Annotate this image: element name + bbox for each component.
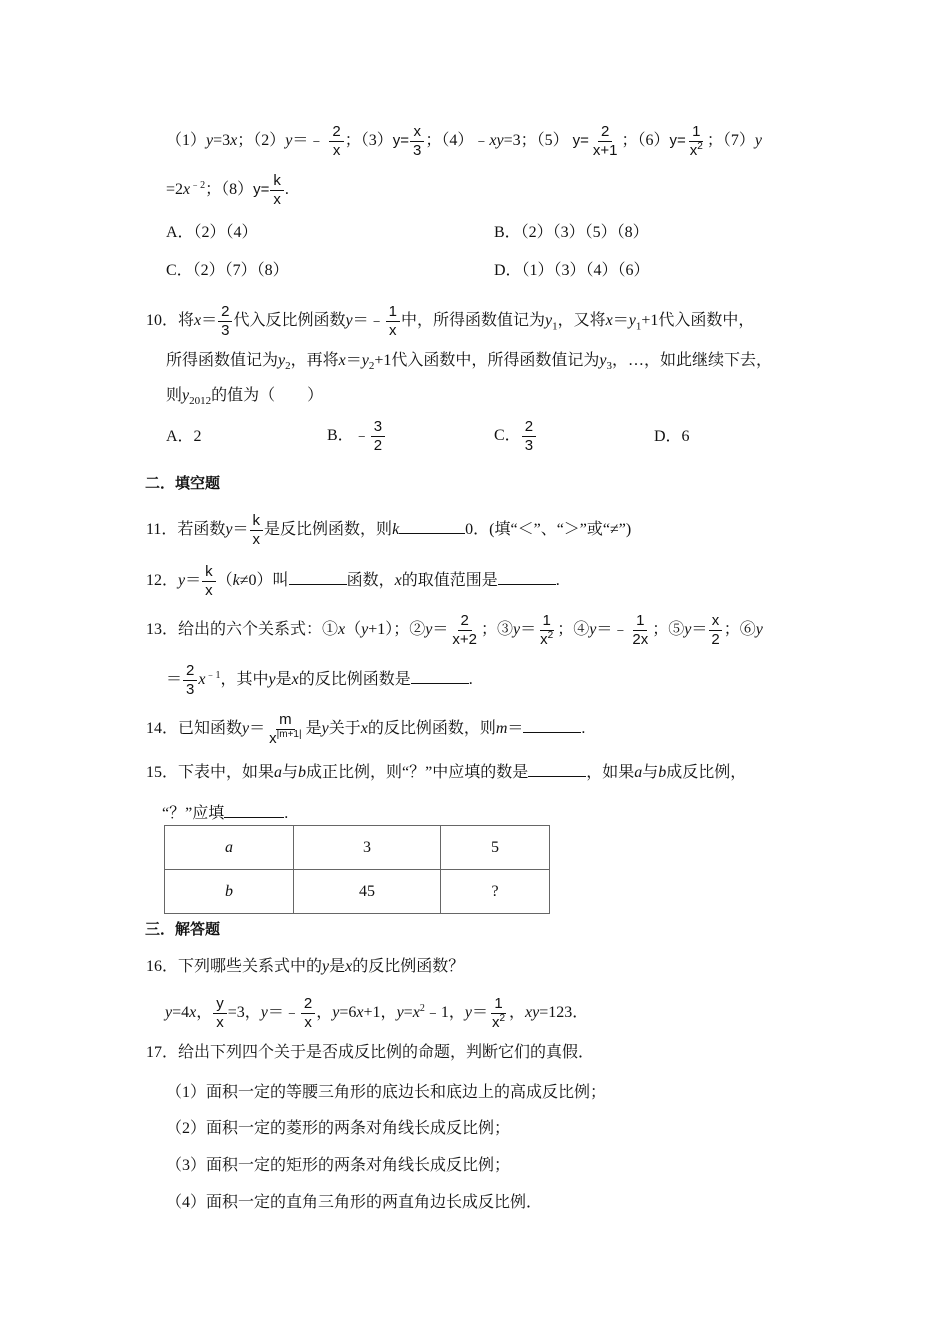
- fraction: $\frac{2}{3}$: [218, 303, 232, 340]
- answer-blank[interactable]: [528, 760, 586, 777]
- answer-blank[interactable]: [411, 667, 469, 684]
- q14: 14．已知函数y＝ $\frac{m}{x^{|m+1|}}$ 是y关于x的反比例函数，则m＝ .: [146, 711, 586, 747]
- q17-item-2: （2）面积一定的菱形的两条对角线长成反比例；: [166, 1120, 511, 1137]
- q17-item-1: （1）面积一定的等腰三角形的底边长和底边上的高成反比例；: [166, 1084, 607, 1101]
- fraction: $\frac{2}{3}$: [522, 418, 536, 455]
- q10-line3: 则$y_{2012}$的值为（ ）: [166, 387, 324, 408]
- fraction: $\frac{2}{x+1}$: [592, 123, 618, 159]
- fraction: $\frac{1}{x}$: [386, 303, 400, 340]
- q10-option-b: B．﹣ $\frac{3}{2}$: [327, 418, 386, 455]
- formula-y: y=: [669, 132, 686, 150]
- q10-option-c: C． $\frac{2}{3}$: [494, 418, 537, 455]
- q15-line1: 15．下表中，如果a与b成正比例，则“？”中应填的数是 ，如果a与b成反比例，: [146, 760, 746, 783]
- formula-y: y=: [253, 181, 270, 199]
- q15-line2: “？”应填 .: [162, 801, 288, 824]
- fraction: $\frac{m}{x^{|m+1|}}$: [269, 711, 302, 747]
- fraction: $\frac{x}{2}$: [708, 612, 722, 649]
- q9-option-b: B．（2）（3）（5）（8）: [494, 224, 649, 241]
- fraction: $\frac{k}{x}$: [270, 172, 284, 209]
- formula-y: y=: [572, 132, 589, 150]
- formula-y: y=: [392, 132, 410, 150]
- table-row: [165, 870, 550, 914]
- q9-option-c: C．（2）（7）（8）: [166, 262, 289, 279]
- q17-item-4: （4）面积一定的直角三角形的两直角边长成反比例．: [166, 1194, 543, 1211]
- q11: 11．若函数y＝ $\frac{k}{x}$ 是反比例函数，则k 0．(填“＜”、“＞”或“≠”): [146, 512, 632, 548]
- fraction: $\frac{1}{x^2}$: [540, 612, 554, 648]
- answer-blank[interactable]: [523, 716, 581, 733]
- fraction: $\frac{1}{x^2}$: [491, 995, 506, 1031]
- q10-line2: 所得函数值记为$y_2$，再将$x=y_2+1$代入函数中，所得函数值记为$y_3$，…，如此继续下去，: [166, 352, 773, 373]
- q10-option-a: A．2: [166, 428, 202, 445]
- table-cell: 45: [294, 870, 441, 914]
- fraction: $\frac{x}{3}$: [410, 123, 424, 160]
- answer-blank[interactable]: [289, 568, 347, 585]
- fraction: $\frac{1}{x^2}$: [689, 123, 703, 159]
- q17-title: 17．给出下列四个关于是否成反比例的命题，判断它们的真假．: [146, 1044, 595, 1061]
- q13-line1: 13．给出的六个关系式：①x（y+1）；②y＝ $\frac{2}{x+2}$ ；③y＝ $\frac{1}{x^2}$ ；④y＝﹣ $\frac{1}{2x}$ ；⑤y＝ $\frac{x}{2}$ ；⑥y: [146, 612, 763, 648]
- table-row: [165, 826, 550, 870]
- section-title-fill-in: 二．填空题: [145, 474, 221, 492]
- q16-formulas: y=4x， $\frac{y}{x}$ =3，y＝﹣ $\frac{2}{x}$ ，y=6x+1，$y=x^2﹣1$，y＝ $\frac{1}{x^2}$ ，xy=123．: [165, 995, 589, 1031]
- q15-table: [164, 825, 550, 914]
- table-cell: 5: [441, 826, 550, 870]
- q9-line1: （1）y=3x；（2）y＝﹣ $\frac{2}{x}$ ；（3）y= $\frac{x}{3}$ ；（4）﹣xy=3；（5） y= $\frac{2}{x+1}$ ；（6）y= $\frac{1}{x^2}$ ；（7）y: [166, 123, 762, 159]
- fraction: $\frac{2}{x}$: [329, 123, 343, 160]
- fraction: $\frac{y}{x}$: [213, 995, 227, 1032]
- q9-option-a: A．（2）（4）: [166, 224, 258, 241]
- fraction: $\frac{k}{x}$: [250, 512, 264, 549]
- q9-option-d: D．（1）（3）（4）（6）: [494, 262, 650, 279]
- answer-blank[interactable]: [399, 517, 465, 534]
- answer-blank[interactable]: [224, 801, 284, 818]
- fraction: $\frac{2}{3}$: [183, 662, 197, 699]
- table-cell: 3: [294, 826, 441, 870]
- q10-option-d: D．6: [654, 428, 690, 445]
- fraction: $\frac{1}{2x}$: [632, 612, 649, 648]
- fraction: $\frac{2}{x+2}$: [452, 612, 478, 648]
- answer-blank[interactable]: [498, 568, 556, 585]
- fraction: $\frac{2}{x}$: [301, 995, 315, 1032]
- q10-line1: 10．将x＝ $\frac{2}{3}$ 代入反比例函数y＝﹣ $\frac{1}{x}$ 中，所得函数值记为$y_1$，又将$x=y_1+1$代入函数中，: [146, 303, 755, 339]
- table-cell: a: [165, 826, 294, 870]
- fraction: $\frac{k}{x}$: [202, 563, 216, 600]
- table-cell: ?: [441, 870, 550, 914]
- q13-line2: ＝ $\frac{2}{3}$ $x^{﹣1}$，其中y是x的反比例函数是 .: [166, 662, 473, 698]
- q17-item-3: （3）面积一定的矩形的两条对角线长成反比例；: [166, 1157, 511, 1174]
- q12: 12．y＝ $\frac{k}{x}$ （k≠0）叫 函数，x的取值范围是 .: [146, 563, 560, 599]
- q9-line2: $=2x^{﹣2}$；（8）y= $\frac{k}{x}$ .: [166, 172, 289, 208]
- table-cell: b: [165, 870, 294, 914]
- fraction: $\frac{3}{2}$: [371, 418, 385, 455]
- section-title-answer: 三．解答题: [145, 920, 221, 938]
- q16-line1: 16．下列哪些关系式中的y是x的反比例函数？: [146, 958, 465, 975]
